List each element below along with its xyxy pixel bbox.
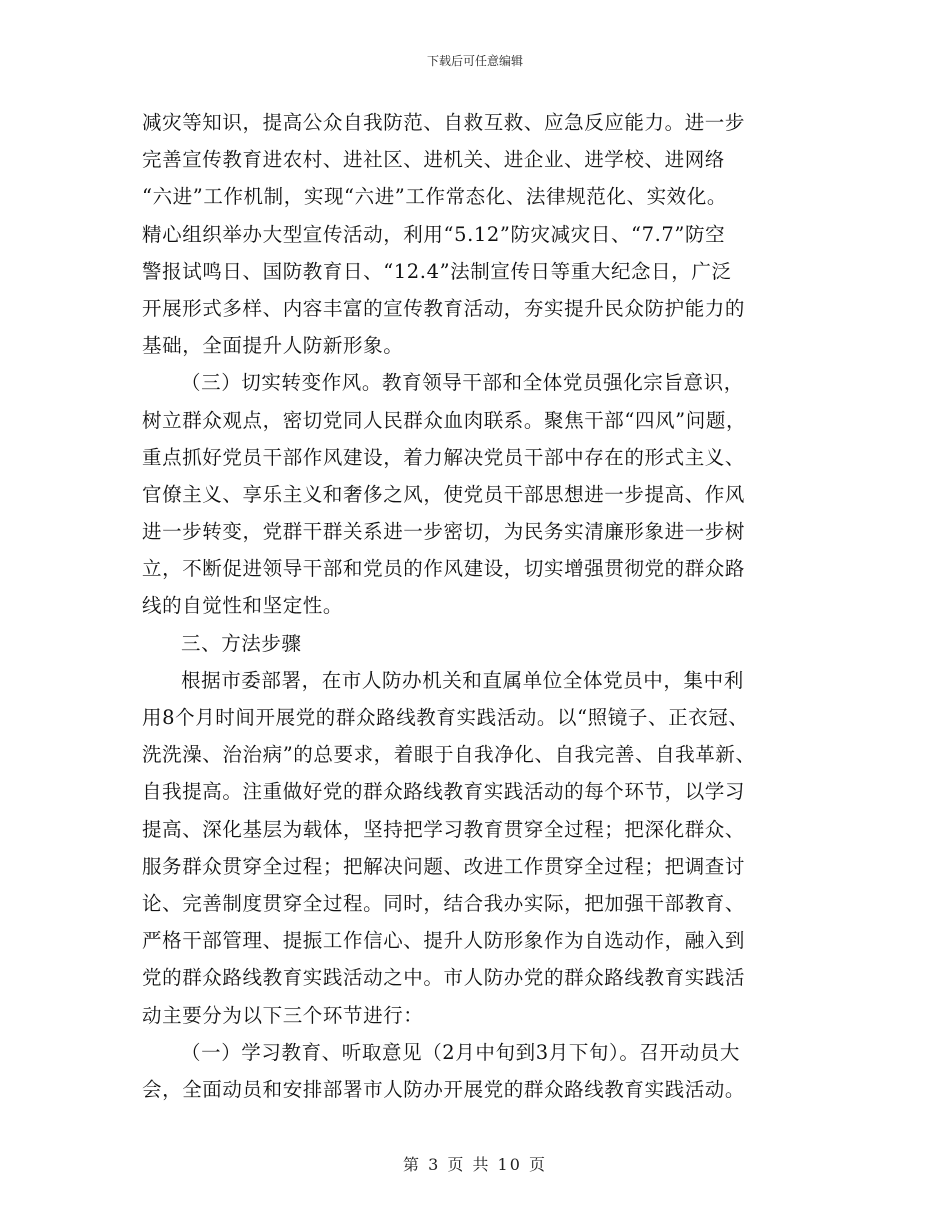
text-line: 根据市委部署，在市人防办机关和直属单位全体党员中，集中利	[181, 668, 744, 692]
text-line: 立，不断促进领导干部和党员的作风建设，切实增强贯彻党的群众路	[142, 557, 746, 581]
text-line: 减灾等知识，提高公众自我防范、自救互救、应急反应能力。进一步	[142, 111, 746, 134]
text-line: 精心组织举办大型宣传活动，利用“5.12”防灾减灾日、“7.7”防空	[142, 222, 726, 246]
text-line: 严格干部管理、提振工作信心、提升人防形象作为自选动作，融入到	[142, 929, 746, 953]
text-line: 论、完善制度贯穿全过程。同时，结合我办实际，把加强干部教育、	[142, 891, 746, 915]
text-line: 树立群众观点，密切党同人民群众血肉联系。聚焦干部“四风”问题，	[142, 408, 747, 432]
section-heading: 三、方法步骤	[181, 631, 302, 655]
document-body	[142, 104, 812, 1108]
text-line: 提高、深化基层为载体，坚持把学习教育贯穿全过程；把深化群众、	[142, 817, 746, 841]
text-line: 开展形式多样、内容丰富的宣传教育活动，夯实提升民众防护能力的	[142, 296, 746, 320]
text-line: 党的群众路线教育实践活动之中。市人防办党的群众路线教育实践活	[142, 966, 746, 990]
text-line: 线的自觉性和坚定性。	[142, 594, 344, 618]
text-line: 基础，全面提升人防新形象。	[142, 334, 404, 358]
text-line: 警报试鸣日、国防教育日、“12.4”法制宣传日等重大纪念日，广泛	[142, 259, 732, 283]
text-line: 进一步转变，党群干群关系进一步密切，为民务实清廉形象进一步树	[142, 520, 746, 544]
text-line: （一）学习教育、听取意见（2月中旬到3月下旬）。召开动员大	[181, 1040, 740, 1064]
text-line: 官僚主义、享乐主义和奢侈之风，使党员干部思想进一步提高、作风	[142, 482, 746, 506]
page-header: 下载后可任意编辑	[426, 54, 523, 68]
text-line: 会，全面动员和安排部署市人防办开展党的群众路线教育实践活动。	[142, 1077, 746, 1101]
text-line: （三）切实转变作风。教育领导干部和全体党员强化宗旨意识，	[181, 371, 744, 395]
text-line: “六进”工作机制，实现“六进”工作常态化、法律规范化、实效化。	[142, 185, 727, 209]
text-line: 用8个月时间开展党的群众路线教育实践活动。以“照镜子、正衣冠、	[142, 706, 749, 729]
page-number: 第 3 页 共 10 页	[403, 1155, 547, 1174]
text-line: 完善宣传教育进农村、进社区、进机关、进企业、进学校、进网络	[142, 148, 725, 172]
text-line: 自我提高。注重做好党的群众路线教育实践活动的每个环节，以学习	[142, 780, 746, 804]
text-line: 洗洗澡、治治病”的总要求，着眼于自我净化、自我完善、自我革新、	[142, 743, 756, 767]
text-line: 服务群众贯穿全过程；把解决问题、改进工作贯穿全过程；把调查讨	[142, 854, 746, 878]
text-line: 重点抓好党员干部作风建设，着力解决党员干部中存在的形式主义、	[142, 445, 746, 469]
text-line: 动主要分为以下三个环节进行：	[142, 1003, 424, 1027]
